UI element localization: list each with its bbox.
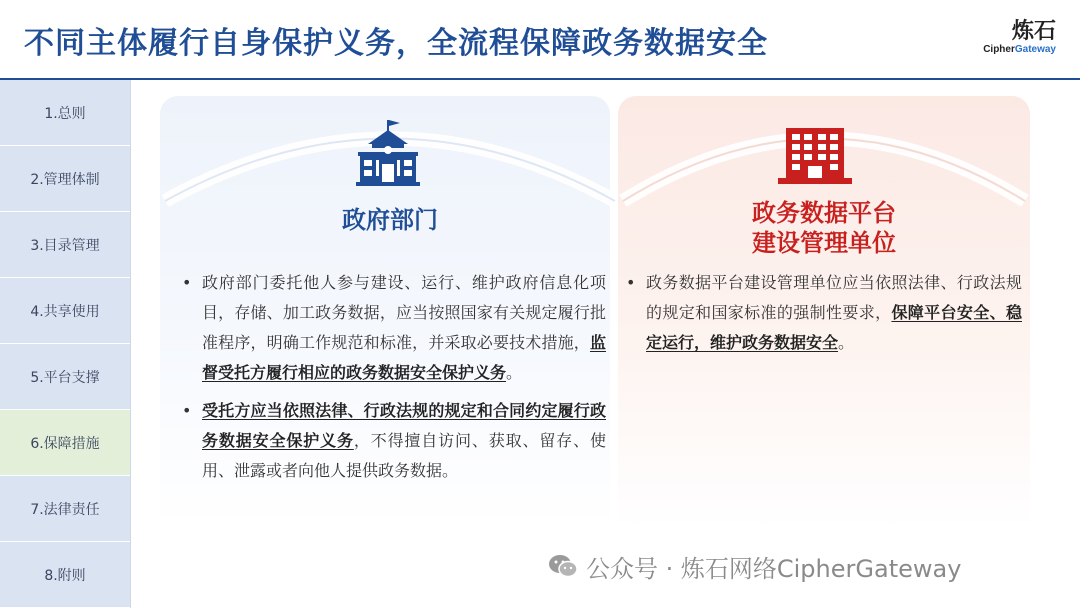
government-title: 政府部门 — [342, 206, 438, 234]
sidebar-item-label: 8.附则 — [44, 567, 86, 584]
page-title: 不同主体履行自身保护义务，全流程保障政务数据安全 — [24, 26, 768, 61]
platform-bullets — [622, 268, 1022, 366]
sidebar-nav — [0, 80, 131, 608]
wechat-watermark — [548, 550, 961, 582]
sidebar-item-appendix[interactable] — [0, 542, 130, 608]
wechat-text: 公众号 · 炼石网络CipherGateway — [586, 554, 962, 583]
logo-cn: 炼石 — [1011, 19, 1056, 44]
sidebar-item-label: 5.平台支撑 — [30, 369, 100, 386]
sidebar-item-label: 7.法律责任 — [30, 501, 100, 518]
header — [0, 0, 1080, 82]
sidebar-item-management[interactable] — [0, 146, 130, 212]
government-building-icon — [352, 118, 424, 190]
platform-title-line1: 政务数据平台 — [752, 199, 896, 227]
sidebar-item-label: 3.目录管理 — [30, 237, 100, 254]
sidebar-item-sharing[interactable] — [0, 278, 130, 344]
sidebar-item-label: 6.保障措施 — [30, 435, 100, 452]
bullet-dot: • — [626, 273, 636, 292]
sidebar-item-safeguards[interactable] — [0, 410, 130, 476]
office-building-icon — [778, 128, 852, 184]
platform-title-line2: 建设管理单位 — [752, 229, 896, 257]
sidebar-item-liability[interactable] — [0, 476, 130, 542]
logo-en: CipherGateway — [983, 44, 1056, 55]
bullet-dot: • — [182, 401, 192, 420]
sidebar-item-catalog[interactable] — [0, 212, 130, 278]
wechat-icon — [548, 553, 578, 579]
sidebar-item-label: 2.管理体制 — [30, 171, 100, 188]
list-item: • 政务数据平台建设管理单位应当依照法律、行政法规的规定和国家标准的强制性要求，保障平台安全、稳定运行，维护政务数据安全。 — [622, 268, 1022, 358]
sidebar-item-label: 1.总则 — [44, 105, 86, 122]
sidebar-item-general[interactable] — [0, 80, 130, 146]
sidebar-item-label: 4.共享使用 — [30, 303, 100, 320]
government-bullets — [178, 268, 606, 494]
sidebar-item-platform[interactable] — [0, 344, 130, 410]
platform-title — [618, 198, 1030, 258]
bullet-dot: • — [182, 273, 192, 292]
list-item: • 受托方应当依照法律、行政法规的规定和合同约定履行政务数据安全保护义务，不得擅自访问、获取、留存、使用、泄露或者向他人提供政务数据。 — [178, 396, 606, 486]
brand-logo — [966, 20, 1056, 60]
list-item: • 政府部门委托他人参与建设、运行、维护政府信息化项目，存储、加工政务数据，应当按照国家有关规定履行批准程序，明确工作规范和标准，并采取必要技术措施，监督受托方履行相应的政务数据安全保护义务。 — [178, 268, 606, 388]
